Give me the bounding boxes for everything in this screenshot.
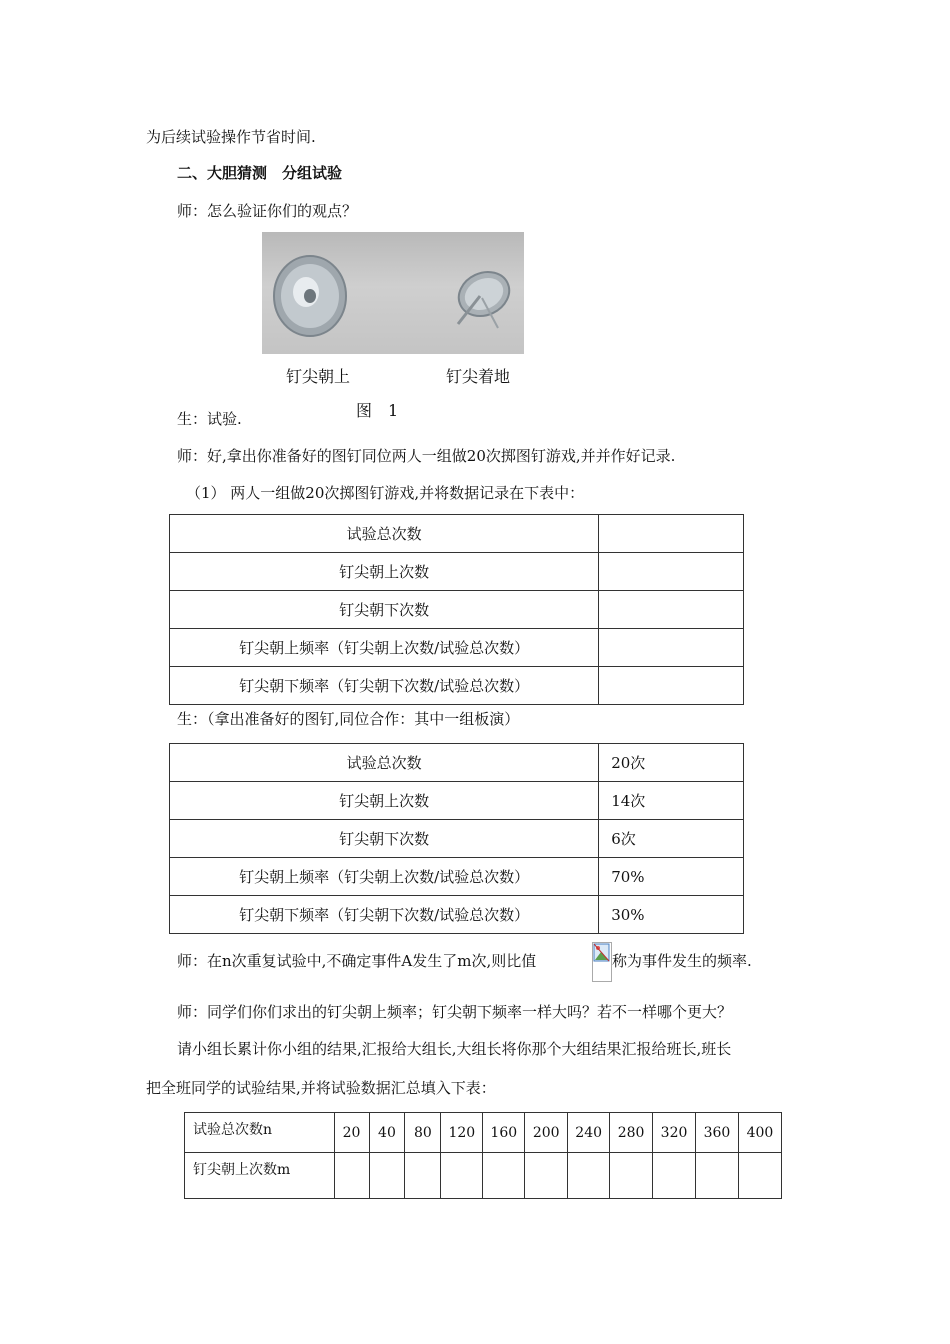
teacher-instruction: 师：好,拿出你准备好的图钉同位两人一组做20次掷图钉游戏,并并作好记录. [177, 447, 676, 465]
record-table-blank [169, 514, 744, 705]
table-column-value: 160 [483, 1113, 525, 1153]
paragraph-continuation: 为后续试验操作节省时间. [146, 128, 316, 146]
fraction-image-icon [592, 942, 612, 982]
table-value-cell [599, 553, 744, 591]
table-value-cell [599, 629, 744, 667]
teacher-question: 师：怎么验证你们的观点？ [177, 202, 358, 220]
table-value-cell [599, 515, 744, 553]
table-value-cell [599, 591, 744, 629]
class-summary-table [184, 1112, 782, 1199]
table-value-cell: 30% [599, 896, 744, 934]
table-empty-cell [653, 1153, 696, 1199]
table-column-value: 200 [525, 1113, 568, 1153]
table-empty-cell [696, 1153, 739, 1199]
table-column-value: 320 [653, 1113, 696, 1153]
table-label-cell: 试验总次数 [170, 744, 599, 782]
table-column-value: 280 [610, 1113, 653, 1153]
thumbtack-photo [262, 232, 524, 354]
table-value-cell: 6次 [599, 820, 744, 858]
table-column-value: 120 [441, 1113, 483, 1153]
table-empty-cell [405, 1153, 441, 1199]
table-column-value: 40 [369, 1113, 405, 1153]
table-column-value: 20 [334, 1113, 369, 1153]
thumbtack-image [262, 232, 524, 354]
table-label-cell: 钉尖朝下次数 [170, 591, 599, 629]
student-answer: 生：试验. [177, 410, 242, 428]
table-row-header: 钉尖朝上次数m [185, 1153, 335, 1199]
table-empty-cell [334, 1153, 369, 1199]
table-column-value: 360 [696, 1113, 739, 1153]
task-1: （1） 两人一组做20次掷图钉游戏,并将数据记录在下表中： [186, 484, 585, 502]
group-instruction-1: 请小组长累计你小组的结果,汇报给大组长,大组长将你那个大组结果汇报给班长,班长 [177, 1040, 732, 1058]
table-label-cell: 钉尖朝上次数 [170, 553, 599, 591]
table-label-cell: 试验总次数 [170, 515, 599, 553]
teacher-compare-question: 师：同学们你们求出的钉尖朝上频率；钉尖朝下频率一样大吗？若不一样哪个更大？ [177, 1003, 733, 1021]
table-empty-cell [610, 1153, 653, 1199]
table-label-cell: 钉尖朝下频率（钉尖朝下次数/试验总次数） [170, 667, 599, 705]
table-label-cell: 钉尖朝下频率（钉尖朝下次数/试验总次数） [170, 896, 599, 934]
figure-label: 图 1 [356, 401, 399, 420]
table-empty-cell [568, 1153, 610, 1199]
table-column-value: 240 [568, 1113, 610, 1153]
table-column-value: 400 [738, 1113, 781, 1153]
table-label-cell: 钉尖朝上频率（钉尖朝上次数/试验总次数） [170, 858, 599, 896]
table-label-cell: 钉尖朝下次数 [170, 820, 599, 858]
table-value-cell [599, 667, 744, 705]
table-empty-cell [369, 1153, 405, 1199]
table-row-header: 试验总次数n [185, 1113, 335, 1153]
figure-caption-left: 钉尖朝上 [286, 367, 351, 386]
table-empty-cell [738, 1153, 781, 1199]
table-column-value: 80 [405, 1113, 441, 1153]
table-label-cell: 钉尖朝上次数 [170, 782, 599, 820]
record-table-filled [169, 743, 744, 934]
group-instruction-2: 把全班同学的试验结果,并将试验数据汇总填入下表： [146, 1079, 496, 1097]
table-value-cell: 20次 [599, 744, 744, 782]
table-value-cell: 14次 [599, 782, 744, 820]
table-value-cell: 70% [599, 858, 744, 896]
table-label-cell: 钉尖朝上频率（钉尖朝上次数/试验总次数） [170, 629, 599, 667]
section-heading: 二、大胆猜测 分组试验 [177, 164, 343, 182]
frequency-definition-end: 称为事件发生的频率. [612, 952, 752, 970]
table-empty-cell [483, 1153, 525, 1199]
broken-image-icon [593, 943, 611, 963]
table-empty-cell [441, 1153, 483, 1199]
frequency-definition-start: 师：在n次重复试验中,不确定事件A发生了m次,则比值 [177, 952, 537, 970]
figure-caption-right: 钉尖着地 [446, 367, 511, 386]
student-work: 生：（拿出准备好的图钉,同位合作：其中一组板演） [177, 710, 520, 728]
table-empty-cell [525, 1153, 568, 1199]
